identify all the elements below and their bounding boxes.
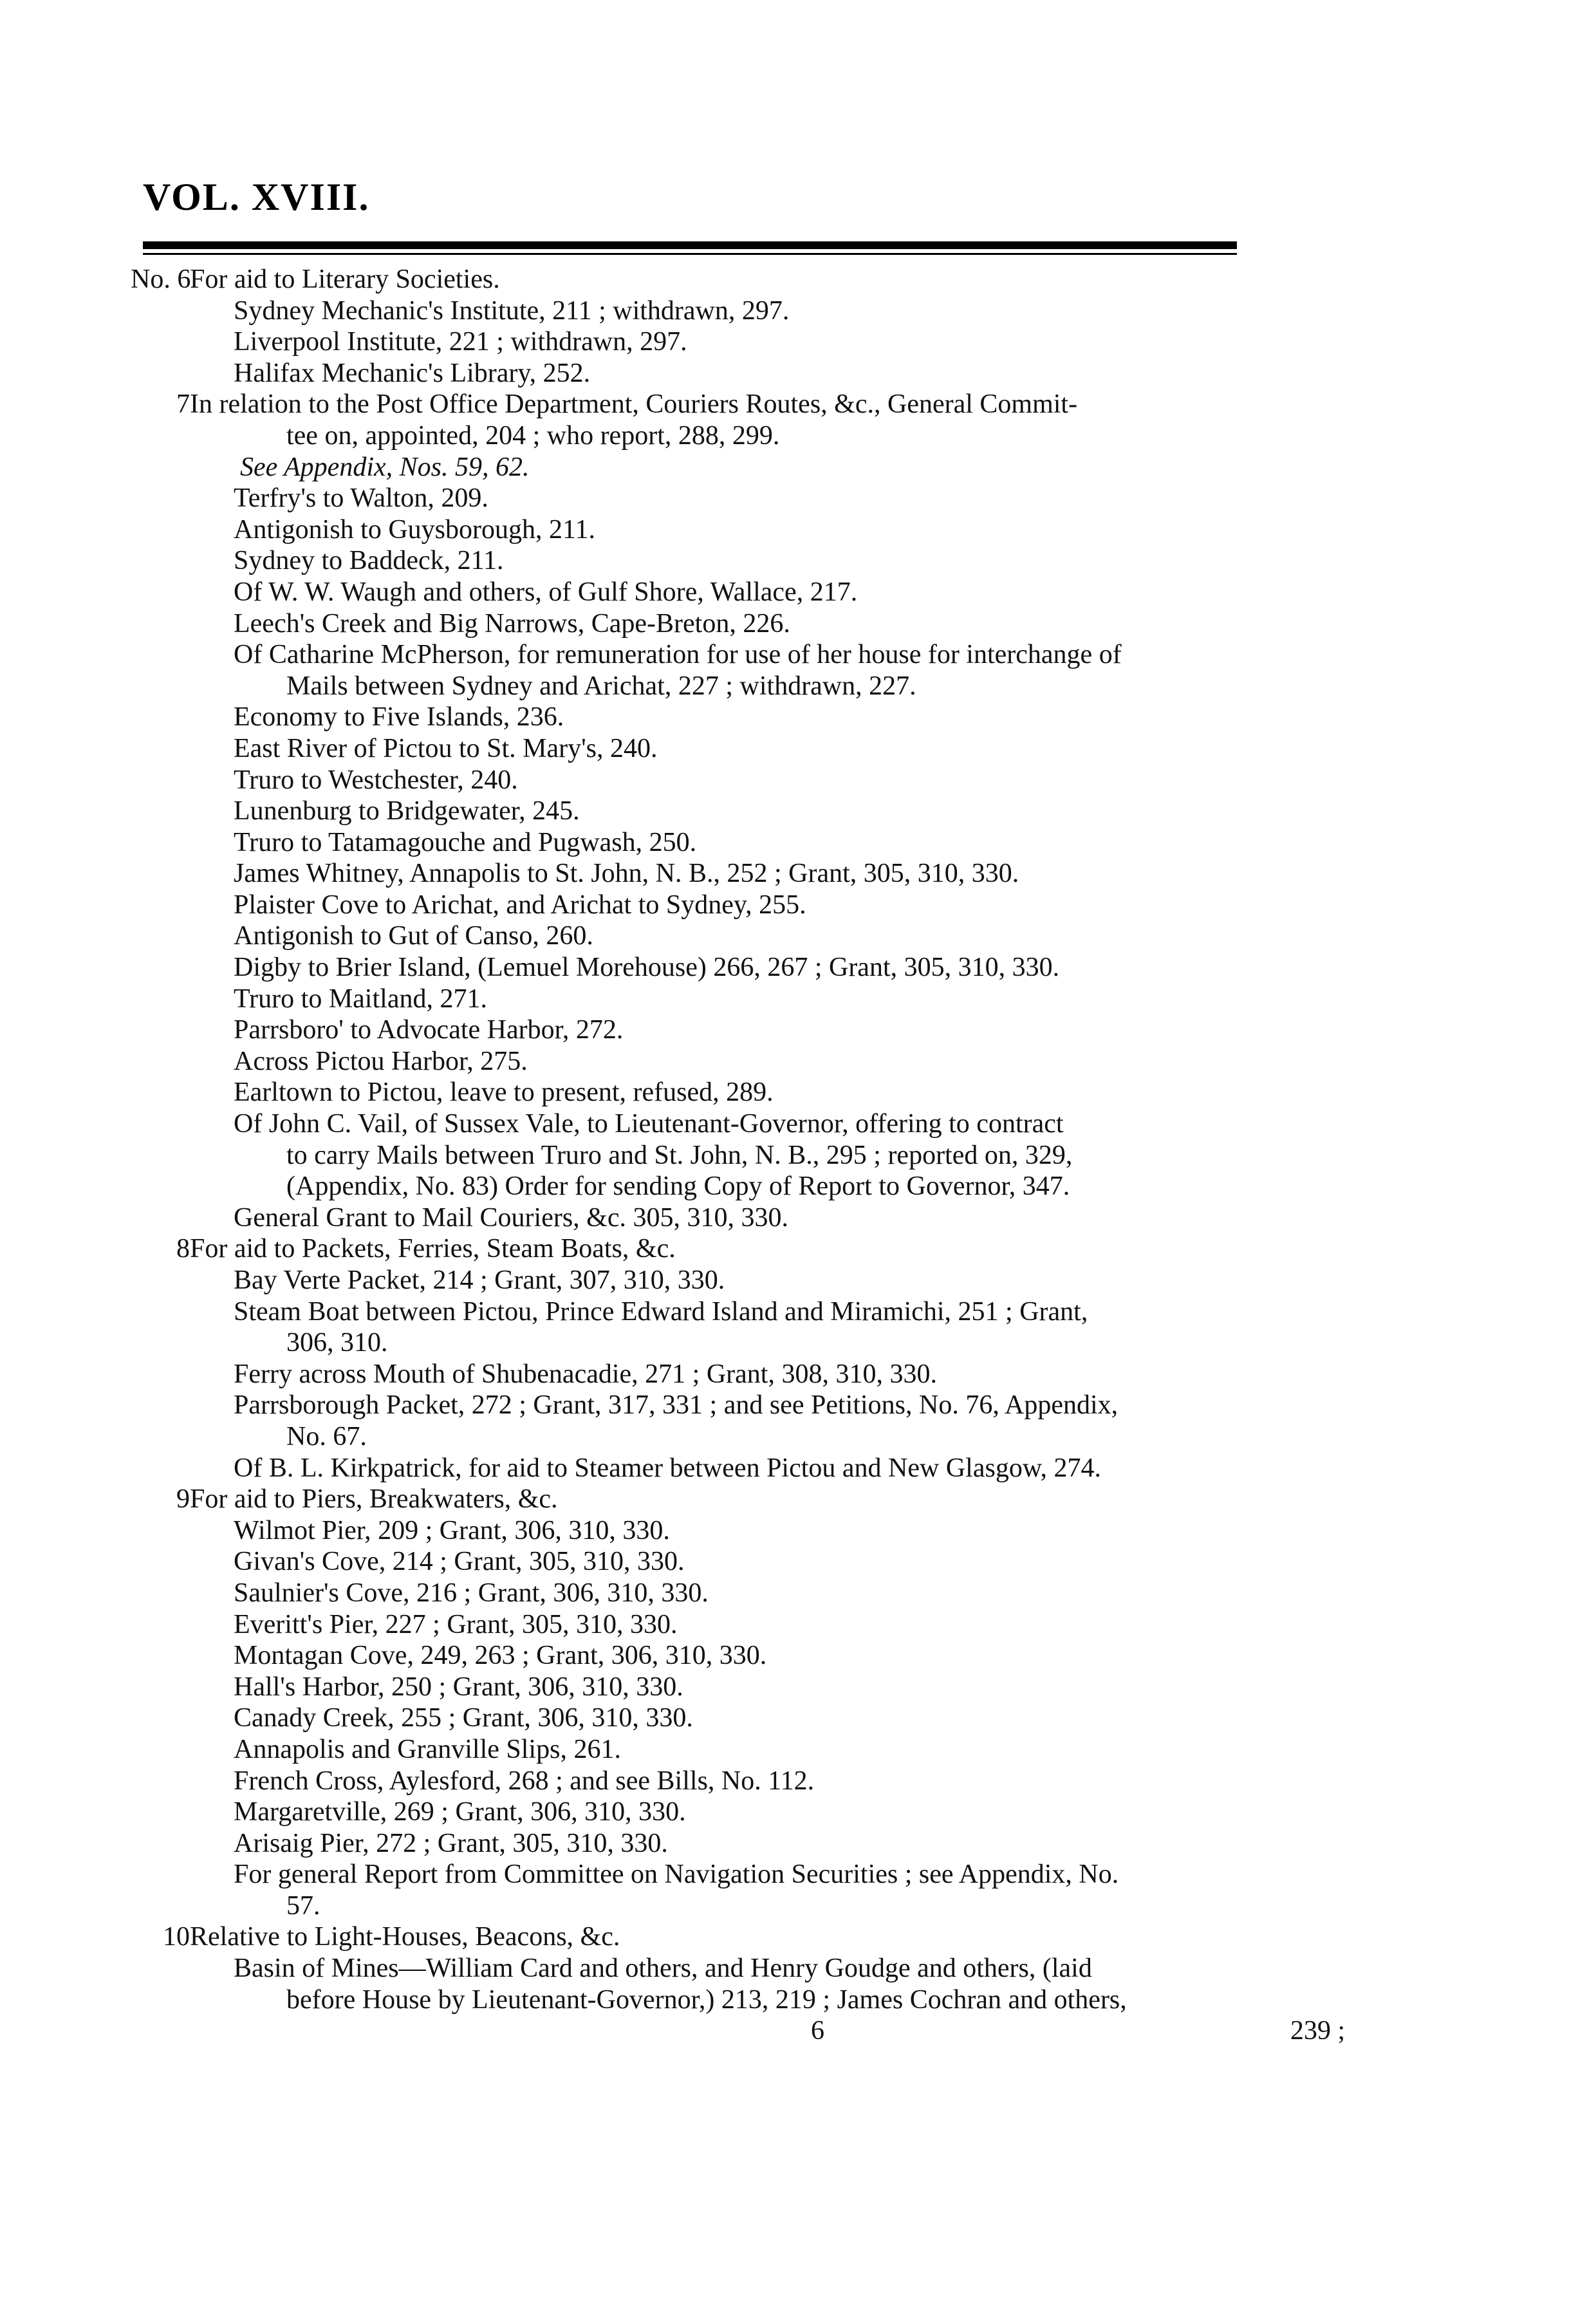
- index-line: [138, 1046, 1245, 1078]
- footer-line: [138, 2015, 1346, 2047]
- index-line: [138, 796, 1245, 827]
- index-line: [138, 545, 1245, 577]
- index-line: [138, 920, 1245, 952]
- index-line: [138, 733, 1245, 765]
- index-line: [138, 1233, 1245, 1265]
- entry-text: Economy to Five Islands, 236.: [234, 702, 564, 732]
- section-heading: In relation to the Post Office Department, Couriers Routes, &c., General Commit-: [190, 389, 1078, 420]
- index-line: [138, 765, 1245, 796]
- index-line: [138, 1296, 1245, 1328]
- entry-continuation: tee on, appointed, 204 ; who report, 288, 299.: [286, 420, 780, 451]
- section-heading: For aid to Packets, Ferries, Steam Boats, &c.: [190, 1234, 676, 1264]
- index-line: [138, 702, 1245, 733]
- entry-text: Wilmot Pier, 209 ; Grant, 306, 310, 330.: [234, 1515, 670, 1545]
- volume-heading: VOL. XVIII.: [143, 176, 370, 218]
- index-line: [138, 1796, 1245, 1828]
- entry-text: Annapolis and Granville Slips, 261.: [234, 1734, 621, 1764]
- entry-text: East River of Pictou to St. Mary's, 240.: [234, 733, 658, 763]
- index-line: [138, 1359, 1245, 1390]
- entry-text: Terfry's to Walton, 209.: [234, 483, 488, 514]
- index-line: [138, 420, 1245, 452]
- see-appendix-reference: See Appendix, Nos. 59, 62.: [240, 452, 530, 482]
- entry-text: Of Catharine McPherson, for remuneration for use of her house for interchange of: [234, 640, 1122, 670]
- index-line: [138, 1734, 1245, 1766]
- header-rule-thin: [143, 253, 1237, 255]
- entry-text: Parrsboro' to Advocate Harbor, 272.: [234, 1015, 624, 1045]
- index-line: [138, 984, 1245, 1015]
- index-line: [138, 1609, 1245, 1641]
- index-line: [138, 1953, 1245, 1984]
- entry-text: Antigonish to Gut of Canso, 260.: [234, 921, 593, 951]
- entry-text: Of W. W. Waugh and others, of Gulf Shore, Wallace, 217.: [234, 577, 858, 607]
- index-line: [138, 1453, 1245, 1484]
- entry-text: Steam Boat between Pictou, Prince Edward Island and Miramichi, 251 ; Grant,: [234, 1296, 1088, 1327]
- index-line: [138, 1546, 1245, 1578]
- index-line: [138, 514, 1245, 546]
- entry-text: Givan's Cove, 214 ; Grant, 305, 310, 330.: [234, 1547, 685, 1577]
- entry-text: Margaretville, 269 ; Grant, 306, 310, 330.: [234, 1797, 686, 1827]
- index-line: [138, 1984, 1245, 2016]
- index-line: [138, 1484, 1245, 1515]
- index-line: [138, 452, 1245, 483]
- index-line: [138, 1859, 1245, 1890]
- section-number: 9: [176, 1484, 190, 1515]
- entry-text: Basin of Mines—William Card and others, and Henry Goudge and others, (laid: [234, 1954, 1092, 1984]
- index-line: [138, 1578, 1245, 1609]
- entry-text: Sydney Mechanic's Institute, 211 ; withdrawn, 297.: [234, 295, 790, 326]
- entry-text: Bay Verte Packet, 214 ; Grant, 307, 310, 330.: [234, 1265, 725, 1295]
- entry-continuation: before House by Lieutenant-Governor,) 213, 219 ; James Cochran and others,: [286, 1984, 1127, 2015]
- index-line: [138, 1703, 1245, 1734]
- index-line: [138, 671, 1245, 702]
- index-line: [138, 890, 1245, 921]
- entry-text: Truro to Westchester, 240.: [234, 765, 518, 795]
- entry-text: Of John C. Vail, of Sussex Vale, to Lieutenant-Governor, offering to contract: [234, 1109, 1064, 1139]
- index-line: [138, 1140, 1245, 1171]
- section-heading: For aid to Piers, Breakwaters, &c.: [190, 1484, 558, 1515]
- entry-text: French Cross, Aylesford, 268 ; and see Bills, No. 112.: [234, 1766, 815, 1796]
- index-line: [138, 827, 1245, 859]
- index-line: [138, 1766, 1245, 1797]
- section-heading: For aid to Literary Societies.: [190, 265, 500, 294]
- index-line: [138, 358, 1245, 389]
- index-line: [138, 1515, 1245, 1547]
- entry-text: Digby to Brier Island, (Lemuel Morehouse) 266, 267 ; Grant, 305, 310, 330.: [234, 953, 1060, 983]
- entry-text: Truro to Tatamagouche and Pugwash, 250.: [234, 827, 697, 857]
- entry-text: Canady Creek, 255 ; Grant, 306, 310, 330.: [234, 1703, 693, 1733]
- index-line: [138, 1390, 1245, 1421]
- entry-continuation: 306, 310.: [286, 1328, 388, 1358]
- catchword: 239 ;: [1290, 2016, 1346, 2046]
- entry-text: Earltown to Pictou, leave to present, refused, 289.: [234, 1078, 774, 1108]
- entry-text: Hall's Harbor, 250 ; Grant, 306, 310, 330.: [234, 1672, 683, 1702]
- index-line: [138, 1327, 1245, 1359]
- section-heading: Relative to Light-Houses, Beacons, &c.: [190, 1922, 620, 1952]
- entry-text: Antigonish to Guysborough, 211.: [234, 514, 595, 545]
- index-line: [138, 1672, 1245, 1703]
- entry-text: General Grant to Mail Couriers, &c. 305, 310, 330.: [234, 1202, 788, 1233]
- index-line: [138, 483, 1245, 514]
- index-line: [138, 639, 1245, 671]
- index-line: [138, 1828, 1245, 1860]
- entry-text: James Whitney, Annapolis to St. John, N. B., 252 ; Grant, 305, 310, 330.: [234, 859, 1019, 889]
- entry-text: Plaister Cove to Arichat, and Arichat to Sydney, 255.: [234, 890, 806, 920]
- section-number: 7: [176, 389, 190, 420]
- header-rule-thick: [143, 241, 1237, 249]
- index-line: [138, 1265, 1245, 1296]
- entry-text: Across Pictou Harbor, 275.: [234, 1046, 528, 1076]
- section-number: 8: [176, 1234, 190, 1264]
- index-line: [138, 1171, 1245, 1202]
- index-line: [138, 1890, 1245, 1922]
- entry-text: Of B. L. Kirkpatrick, for aid to Steamer between Pictou and New Glasgow, 274.: [234, 1453, 1101, 1483]
- index-line: [138, 577, 1245, 608]
- entry-text: Montagan Cove, 249, 263 ; Grant, 306, 310, 330.: [234, 1641, 767, 1671]
- index-line: [138, 1077, 1245, 1108]
- entry-continuation: (Appendix, No. 83) Order for sending Copy of Report to Governor, 347.: [286, 1171, 1070, 1202]
- index-line: [138, 1014, 1245, 1046]
- entry-text: Everitt's Pier, 227 ; Grant, 305, 310, 330.: [234, 1609, 678, 1639]
- index-line: [138, 608, 1245, 640]
- index-line: [138, 1640, 1245, 1672]
- entry-text: Arisaig Pier, 272 ; Grant, 305, 310, 330.: [234, 1828, 668, 1858]
- index-line: [138, 1108, 1245, 1140]
- entry-text: Lunenburg to Bridgewater, 245.: [234, 796, 580, 826]
- section-number: 10: [163, 1922, 190, 1952]
- index-line: [138, 1421, 1245, 1453]
- entry-text: Saulnier's Cove, 216 ; Grant, 306, 310, 330.: [234, 1578, 709, 1608]
- entry-continuation: to carry Mails between Truro and St. John, N. B., 295 ; reported on, 329,: [286, 1140, 1073, 1170]
- entry-text: Parrsborough Packet, 272 ; Grant, 317, 331 ; and see Petitions, No. 76, Appendix,: [234, 1390, 1118, 1421]
- entry-text: Liverpool Institute, 221 ; withdrawn, 297.: [234, 327, 687, 357]
- entry-text: For general Report from Committee on Navigation Securities ; see Appendix, No.: [234, 1860, 1119, 1890]
- index-line: [138, 1921, 1245, 1953]
- entry-text: Halifax Mechanic's Library, 252.: [234, 358, 591, 388]
- entry-continuation: Mails between Sydney and Arichat, 227 ; withdrawn, 227.: [286, 671, 916, 701]
- entry-continuation: 57.: [286, 1890, 320, 1921]
- entry-text: Sydney to Baddeck, 211.: [234, 546, 504, 576]
- index-line: [138, 389, 1245, 420]
- index-line: [138, 295, 1245, 327]
- index-line: [138, 858, 1245, 890]
- entry-text: Truro to Maitland, 271.: [234, 984, 487, 1014]
- index-line: [138, 1202, 1245, 1234]
- index-body: [131, 264, 1346, 2047]
- entry-text: Ferry across Mouth of Shubenacadie, 271 ; Grant, 308, 310, 330.: [234, 1359, 937, 1389]
- index-line: [131, 264, 1245, 295]
- index-line: [138, 952, 1245, 984]
- entry-continuation: No. 67.: [286, 1421, 367, 1451]
- section-number: No. 6: [131, 265, 191, 294]
- entry-text: Leech's Creek and Big Narrows, Cape-Breton, 226.: [234, 608, 790, 639]
- signature-mark: 6: [811, 2016, 824, 2046]
- index-line: [138, 326, 1245, 358]
